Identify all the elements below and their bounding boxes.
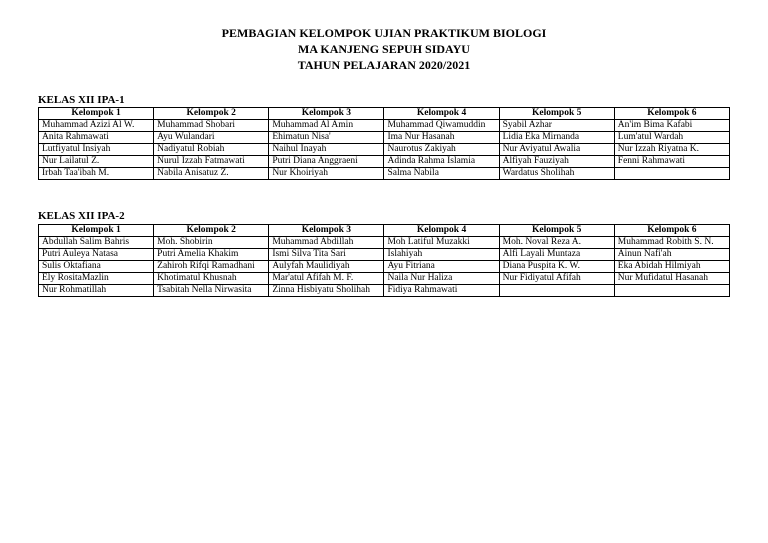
table-cell: Mar'atul Afifah M. F. (269, 273, 384, 285)
table-cell: Sulis Oktafiana (39, 261, 154, 273)
table-cell: Nur Khoiriyah (269, 168, 384, 180)
table-cell: Moh Latiful Muzakki (384, 237, 499, 249)
table-cell: Anita Rahmawati (39, 132, 154, 144)
group-table-ipa-2 (38, 224, 730, 297)
table-cell: Putri Amelia Khakim (154, 249, 269, 261)
table-cell: An'im Bima Kafabi (614, 120, 729, 132)
table-cell: Ely RositaMazlin (39, 273, 154, 285)
column-header: Kelompok 1 (39, 108, 154, 120)
table-cell: Muhammad Robith S. N. (614, 237, 729, 249)
column-header: Kelompok 3 (269, 225, 384, 237)
table-row (39, 273, 730, 285)
table-cell: Muhammad Qiwamuddin (384, 120, 499, 132)
column-header: Kelompok 5 (499, 108, 614, 120)
table-cell: Ima Nur Hasanah (384, 132, 499, 144)
table-cell: Fenni Rahmawati (614, 156, 729, 168)
table-cell: Lum'atul Wardah (614, 132, 729, 144)
table-cell: Adinda Rahma Islamia (384, 156, 499, 168)
table-cell: Abdullah Salim Bahris (39, 237, 154, 249)
table-cell: Naila Nur Haliza (384, 273, 499, 285)
table-row (39, 132, 730, 144)
table-cell: Muhammad Shobari (154, 120, 269, 132)
table-cell: Khotimatul Khusnah (154, 273, 269, 285)
table-cell: Putri Diana Anggraeni (269, 156, 384, 168)
table-cell: Salma Nabila (384, 168, 499, 180)
table-cell: Nur Mufidatul Hasanah (614, 273, 729, 285)
table-cell: Nur Lailatul Z. (39, 156, 154, 168)
column-header: Kelompok 6 (614, 225, 729, 237)
table-cell: Nurul Izzah Fatmawati (154, 156, 269, 168)
table-cell: Wardatus Sholihah (499, 168, 614, 180)
table-cell (614, 285, 729, 297)
table-cell: Nur Aviyatul Awalia (499, 144, 614, 156)
table-cell: Ayu Fitriana (384, 261, 499, 273)
table-cell: Muhammad Azizi Al W. (39, 120, 154, 132)
table-cell: Syabil Azhar (499, 120, 614, 132)
table-row (39, 237, 730, 249)
table-cell: Nadiyatul Robiah (154, 144, 269, 156)
column-header: Kelompok 2 (154, 108, 269, 120)
table-cell: Muhammad Al Amin (269, 120, 384, 132)
column-header: Kelompok 5 (499, 225, 614, 237)
table-cell: Irbah Taa'ibah M. (39, 168, 154, 180)
group-table-ipa-1 (38, 107, 730, 180)
table-cell: Alfi Layali Muntaza (499, 249, 614, 261)
column-header: Kelompok 4 (384, 225, 499, 237)
header-row (39, 108, 730, 120)
table-cell: Zinna Hisbiyatu Sholihah (269, 285, 384, 297)
title-line-1: PEMBAGIAN KELOMPOK UJIAN PRAKTIKUM BIOLOGI (221, 26, 547, 40)
table-cell: Nabila Anisatuz Z. (154, 168, 269, 180)
table-cell: Diana Puspita K. W. (499, 261, 614, 273)
column-header: Kelompok 4 (384, 108, 499, 120)
table-cell (499, 285, 614, 297)
table-cell: Naurotus Zakiyah (384, 144, 499, 156)
table-body (39, 237, 730, 297)
column-header: Kelompok 3 (269, 108, 384, 120)
column-header: Kelompok 2 (154, 225, 269, 237)
document-title (0, 25, 768, 73)
table-cell: Lutfiyatul Insiyah (39, 144, 154, 156)
table-cell: Nur Izzah Riyatna K. (614, 144, 729, 156)
table-cell: Ayu Wulandari (154, 132, 269, 144)
table-cell: Eka Abidah Hilmiyah (614, 261, 729, 273)
table-cell: Moh. Shobirin (154, 237, 269, 249)
table-row (39, 144, 730, 156)
class-label-ipa-2: KELAS XII IPA-2 (38, 210, 125, 222)
column-header: Kelompok 1 (39, 225, 154, 237)
table-row (39, 249, 730, 261)
column-header: Kelompok 6 (614, 108, 729, 120)
table-cell: Tsabitah Nella Nirwasita (154, 285, 269, 297)
table-body (39, 120, 730, 180)
table-cell: Aulyfah Maulidiyah (269, 261, 384, 273)
table-cell: Islahiyah (384, 249, 499, 261)
title-line-3: TAHUN PELAJARAN 2020/2021 (297, 58, 471, 72)
table-row (39, 156, 730, 168)
table-cell: Alfiyah Fauziyah (499, 156, 614, 168)
table-cell: Moh. Noval Reza A. (499, 237, 614, 249)
title-line-2: MA KANJENG SEPUH SIDAYU (298, 42, 470, 56)
table-cell (614, 168, 729, 180)
table-cell: Nur Rohmatillah (39, 285, 154, 297)
table-row (39, 120, 730, 132)
table-cell: Lidia Eka Mirnanda (499, 132, 614, 144)
table-cell: Fidiya Rahmawati (384, 285, 499, 297)
table-row (39, 168, 730, 180)
table-cell: Nur Fidiyatul Afifah (499, 273, 614, 285)
table-header (39, 225, 730, 237)
table-header (39, 108, 730, 120)
table-cell: Ainun Nafi'ah (614, 249, 729, 261)
table-cell: Putri Auleya Natasa (39, 249, 154, 261)
table-cell: Ismi Silva Tita Sari (269, 249, 384, 261)
table-row (39, 261, 730, 273)
table-row (39, 285, 730, 297)
table-cell: Muhammad Abdillah (269, 237, 384, 249)
table-cell: Zahiroh Rifqi Ramadhani (154, 261, 269, 273)
table-cell: Naihul Inayah (269, 144, 384, 156)
header-row (39, 225, 730, 237)
class-label-ipa-1: KELAS XII IPA-1 (38, 94, 125, 106)
table-cell: Ehimatun Nisa' (269, 132, 384, 144)
